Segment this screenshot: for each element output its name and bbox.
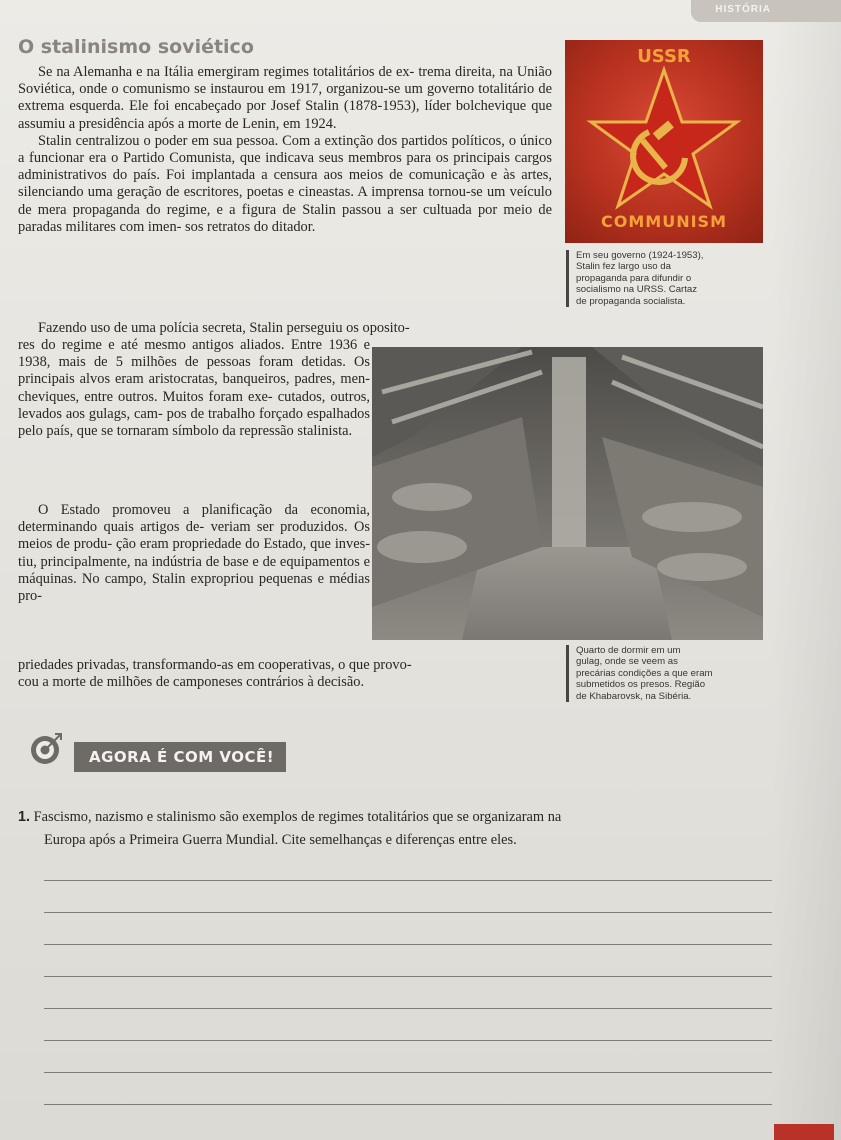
text-line: de equipamentos e máquinas. No campo, — [18, 553, 371, 587]
caption-line: de Khabarovsk, na Sibéria. — [576, 690, 692, 702]
text-line: cheviques, entre outros. Muitos foram exe- — [18, 388, 273, 405]
text-line: tiu, principalmente, na indústria de base e — [18, 553, 259, 570]
poster-top-text: USSR — [637, 46, 691, 67]
paragraph-intro — [18, 64, 552, 236]
caption-line: Em seu governo (1924-1953), — [576, 250, 704, 261]
text-line: res do regime e até mesmo antigos aliados. — [18, 337, 285, 353]
paragraph-repression — [18, 337, 370, 440]
text-line: trema direita, na União Soviética, onde o comunismo se instaurou em — [18, 64, 552, 98]
section-tag-label: HISTÓRIA — [715, 4, 771, 15]
caption-line: socialismo na URSS. Cartaz — [576, 284, 698, 296]
text-line: Stalin expropriou pequenas e médias pro- — [18, 570, 370, 605]
activity-heading — [74, 742, 286, 772]
text-line: cutados, outros, levados aos gulags, cam- — [18, 388, 370, 422]
answer-line[interactable] — [44, 1008, 772, 1009]
text-line: pos de trabalho forçado espalhados pelo — [18, 405, 370, 440]
text-line: eram aristocratas, banqueiros, padres, men- — [114, 371, 370, 388]
target-icon — [30, 731, 64, 765]
question-text: Fascismo, nazismo e stalinismo são exemplos de regimes totalitários que se organizaram na — [33, 809, 562, 825]
text-line: O Estado promoveu a planificação da — [38, 502, 299, 518]
text-line: país, que se tornaram símbolo da repressão — [46, 423, 294, 440]
answer-line[interactable] — [44, 912, 772, 913]
answer-line[interactable] — [44, 944, 772, 945]
page-fold-shadow — [771, 0, 841, 1140]
caption-line: precárias condições a que eram — [576, 667, 713, 679]
text-line: ção eram propriedade do Estado, que inves- — [116, 536, 370, 553]
text-line: foi encabeçado por Josef Stalin (1878-1953), líder bolchevique que — [153, 98, 552, 115]
question-text: Europa após a Primeira Guerra Mundial. Cite semelhanças e diferenças entre eles. — [44, 832, 517, 848]
text-line: indicava seus membros para os principais cargos administrativos do — [18, 150, 552, 184]
caption-line: propaganda para difundir o — [576, 272, 692, 284]
answer-line[interactable] — [44, 880, 772, 881]
text-line: cou a morte de milhões de camponeses contrários à decisão. — [18, 674, 365, 690]
photo-image — [372, 347, 763, 640]
text-line: economia, determinando quais artigos de- — [18, 502, 370, 536]
text-line: assumiu a presidência após a morte de Lenin, em 1924. — [18, 115, 337, 132]
text-line: 1917, organizou-se um governo totalitário de extrema esquerda. Ele — [18, 81, 552, 115]
caption-line: Stalin fez largo uso da — [576, 261, 671, 273]
text-line: pessoas foram detidas. Os principais alvos — [18, 354, 370, 388]
propaganda-poster — [565, 40, 763, 243]
text-line: partidos políticos, o único a funcionar era o Partido Comunista, que — [18, 132, 552, 167]
section-tag — [691, 0, 841, 22]
photo-caption — [566, 645, 776, 702]
text-line: silenciando uma geração de escritores, poetas e cineastas. A imprensa — [18, 184, 425, 201]
poster-caption — [566, 250, 776, 307]
text-line: Fazendo uso de uma polícia secreta, Stalin perseguiu os oposito- — [38, 320, 410, 336]
poster-bottom-text: COMMUNISM — [601, 212, 727, 231]
paragraph-economy — [18, 502, 370, 605]
page-title: O stalinismo soviético — [18, 36, 254, 58]
activity-heading-label: AGORA É COM VOCÊ! — [89, 748, 275, 766]
text-line: tornou-se um veículo de mera propaganda do regime, e a figura de — [18, 184, 552, 218]
text-line: stalinista. — [297, 423, 353, 440]
text-line: Stalin passou a ser cultuada por meio de paradas militares com imen- — [18, 201, 552, 235]
answer-line[interactable] — [44, 1104, 772, 1105]
answer-line[interactable] — [44, 1072, 772, 1073]
answer-line[interactable] — [44, 976, 772, 977]
text-line: priedades privadas, transformando-as em cooperativas, o que provo- — [18, 657, 412, 673]
caption-line: de propaganda socialista. — [576, 295, 686, 307]
page-corner-tab — [774, 1124, 834, 1140]
question-number: 1. — [18, 809, 31, 825]
caption-line: Quarto de dormir em um — [576, 645, 681, 656]
gulag-dormitory-photo — [372, 347, 763, 640]
caption-line: gulag, onde se veem as — [576, 656, 678, 668]
caption-line: submetidos os presos. Região — [576, 679, 706, 691]
text-line: sos retratos do ditador. — [185, 218, 316, 235]
question-1 — [18, 806, 778, 852]
text-line: veriam ser produzidos. Os meios de produ- — [18, 519, 370, 553]
text-line: país. Foi implantada a censura aos meios de comunicação e às artes, — [133, 167, 552, 184]
answer-line[interactable] — [44, 1040, 772, 1041]
text-line: Entre 1936 e 1938, mais de 5 milhões de — [18, 337, 370, 371]
text-line: Stalin centralizou o poder em sua pessoa. Com a extinção dos — [38, 132, 398, 149]
text-line: Se na Alemanha e na Itália emergiram regimes totalitários de ex- — [38, 64, 415, 80]
